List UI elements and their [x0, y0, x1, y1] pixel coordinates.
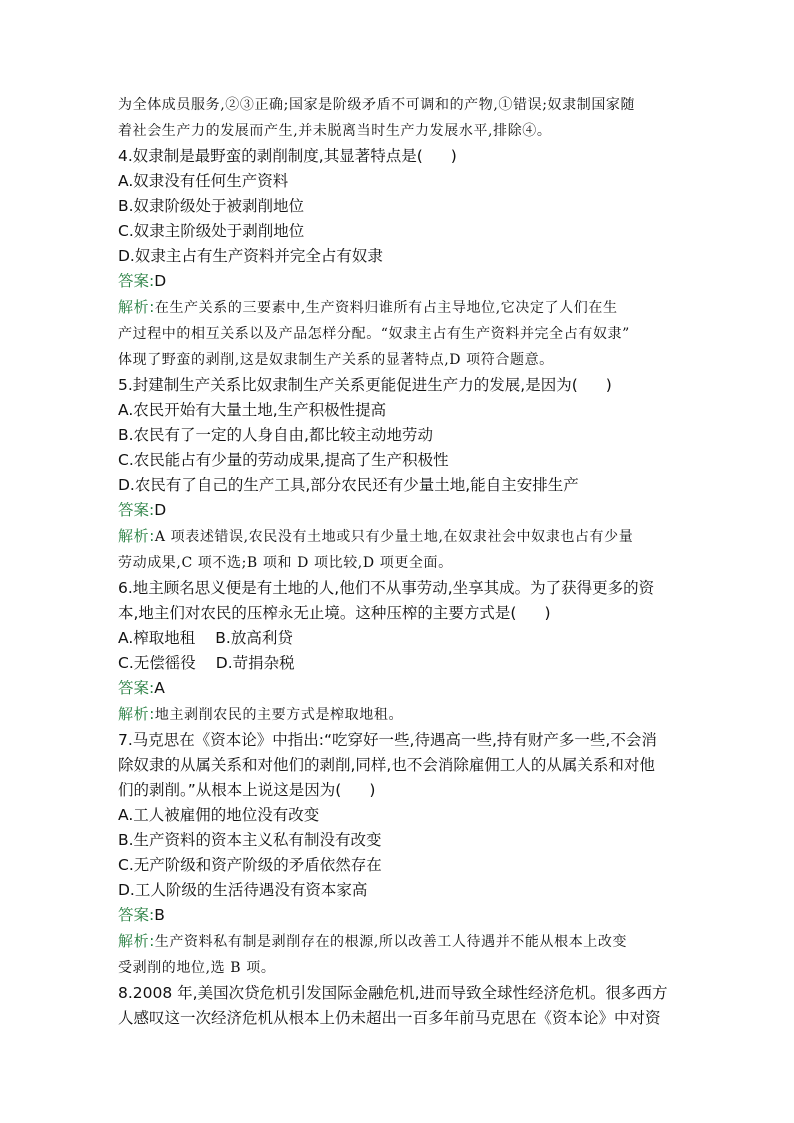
question-stem: 除奴隶的从属关系和对他们的剥削,同样,也不会消除雇佣工人的从属关系和对他 [118, 756, 655, 774]
explanation-line: 受剥削的地位,选 B 项。 [118, 960, 276, 976]
answer-line [118, 903, 682, 928]
answer-label: 答案: [118, 679, 155, 697]
option-b: B.生产资料的资本主义私有制没有改变 [118, 831, 382, 849]
option-d: D.奴隶主占有生产资料并完全占有奴隶 [118, 247, 383, 265]
option-c: C.农民能占有少量的劳动成果,提高了生产积极性 [118, 451, 449, 469]
intro-explanation [118, 92, 682, 144]
explanation-line: 为全体成员服务,②③正确;国家是阶级矛盾不可调和的产物,①错误;奴隶制国家随 [118, 97, 636, 113]
option-a: A.奴隶没有任何生产资料 [118, 172, 289, 190]
option-row [118, 651, 682, 676]
explanation-line: 解析:A 项表述错误,农民没有土地或只有少量土地,在奴隶社会中奴隶也占有少量 [118, 527, 634, 545]
option-row [118, 626, 682, 651]
option-c: C.无产阶级和资产阶级的矛盾依然存在 [118, 856, 382, 874]
answer-label: 答案: [118, 501, 155, 519]
explanation-line: 解析:地主剥削农民的主要方式是榨取地租。 [118, 705, 404, 723]
question-stem: 本,地主们对农民的压榨永无止境。这种压榨的主要方式是( ) [118, 604, 551, 622]
explanation-line: 产过程中的相互关系以及产品怎样分配。“奴隶主占有生产资料并完全占有奴隶” [118, 326, 630, 342]
explanation-line: 体现了野蛮的剥削,这是奴隶制生产关系的显著特点,D 项符合题意。 [118, 352, 554, 368]
answer-line [118, 676, 682, 701]
option-d: D.工人阶级的生活待遇没有资本家高 [118, 881, 368, 899]
explanation-line: 解析:在生产关系的三要素中,生产资料归谁所有占主导地位,它决定了人们在生 [118, 298, 618, 316]
explanation-label: 解析: [118, 705, 155, 723]
question-stem: 6.地主顾名思义便是有土地的人,他们不从事劳动,坐享其成。为了获得更多的资 [118, 579, 655, 597]
option-a: A.工人被雇佣的地位没有改变 [118, 806, 320, 824]
explanation-label: 解析: [118, 298, 155, 316]
question-stem: 8.2008 年,美国次贷危机引发国际金融危机,进而导致全球性经济危机。很多西方 [118, 984, 668, 1002]
question-stem: 人感叹这一次经济危机从根本上仍未超出一百多年前马克思在《资本论》中对资 [118, 1009, 661, 1027]
option-d: D.农民有了自己的生产工具,部分农民还有少量土地,能自主安排生产 [118, 476, 579, 494]
question-8 [118, 981, 682, 1031]
option-c: C.无偿徭役 [118, 654, 196, 672]
option-c: C.奴隶主阶级处于剥削地位 [118, 222, 305, 240]
answer-value: D [154, 501, 167, 519]
option-b: B.放高利贷 [215, 629, 293, 647]
answer-value: D [154, 272, 167, 290]
document-page [118, 92, 682, 1031]
question-stem: 们的剥削。”从根本上说这是因为( ) [118, 781, 376, 799]
explanation-line: 着社会生产力的发展而产生,并未脱离当时生产力发展水平,排除④。 [118, 123, 552, 139]
option-b: B.奴隶阶级处于被剥削地位 [118, 197, 305, 215]
option-a: A.农民开始有大量土地,生产积极性提高 [118, 401, 387, 419]
answer-line [118, 498, 682, 523]
answer-label: 答案: [118, 906, 155, 924]
question-6 [118, 576, 682, 728]
question-stem: 4.奴隶制是最野蛮的剥削制度,其显著特点是( ) [118, 147, 457, 165]
answer-label: 答案: [118, 272, 155, 290]
explanation-label: 解析: [118, 527, 155, 545]
explanation-line: 劳动成果,C 项不选;B 项和 D 项比较,D 项更全面。 [118, 555, 453, 571]
question-4 [118, 144, 682, 373]
explanation-line: 解析:生产资料私有制是剥削存在的根源,所以改善工人待遇并不能从根本上改变 [118, 932, 628, 950]
option-b: B.农民有了一定的人身自由,都比较主动地劳动 [118, 426, 433, 444]
explanation-label: 解析: [118, 932, 155, 950]
question-7 [118, 728, 682, 981]
answer-value: B [154, 906, 165, 924]
question-stem: 7.马克思在《资本论》中指出:“吃穿好一些,待遇高一些,持有财产多一些,不会消 [118, 731, 657, 749]
answer-line [118, 269, 682, 294]
option-a: A.榨取地租 [118, 629, 196, 647]
answer-value: A [154, 679, 165, 697]
question-5 [118, 373, 682, 576]
question-stem: 5.封建制生产关系比奴隶制生产关系更能促进生产力的发展,是因为( ) [118, 376, 612, 394]
option-d: D.苛捐杂税 [215, 654, 295, 672]
